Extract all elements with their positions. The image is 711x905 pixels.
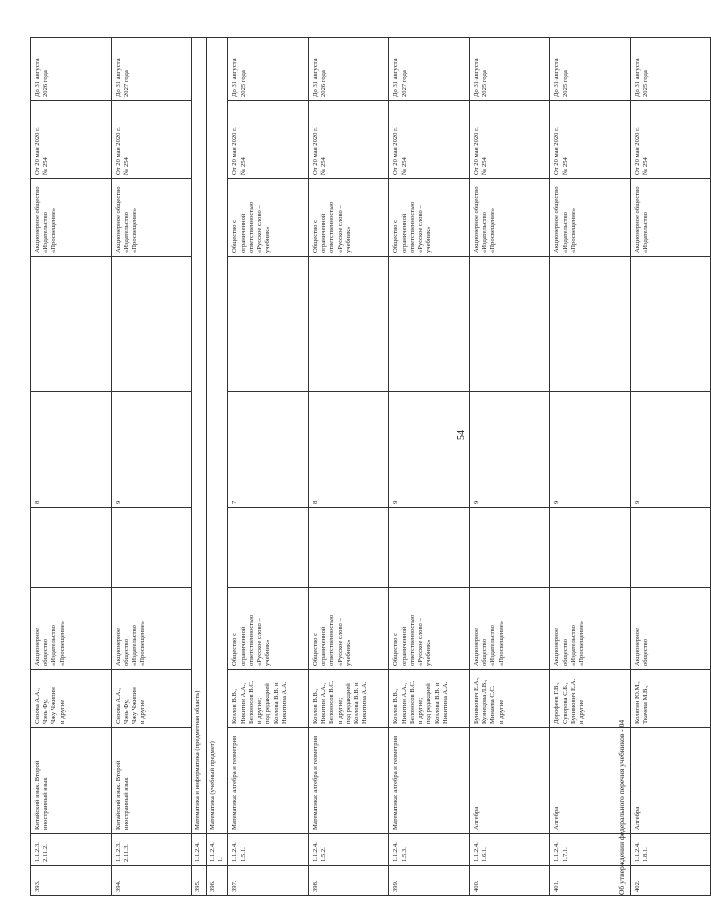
row-manufacturer: Акционерное общество «Издательство «Просвещение» bbox=[111, 179, 192, 257]
row-code: 1.1.2.4. 1.5.3. bbox=[389, 834, 470, 866]
row-term: До 31 августа 2026 года bbox=[308, 38, 389, 101]
row-empty bbox=[308, 508, 389, 588]
table-row bbox=[31, 38, 112, 896]
row-legal bbox=[111, 257, 192, 392]
row-manufacturer: Акционерное общество «Издательство «Просвещение» bbox=[550, 179, 631, 257]
row-term: До 31 августа 2025 года bbox=[630, 38, 711, 101]
row-code: 1.1.2.4. 1.5.1. bbox=[228, 834, 309, 866]
row-empty bbox=[111, 508, 192, 588]
row-empty bbox=[228, 508, 309, 588]
row-publisher: Акционерное общество «Издательство «Просвещение» bbox=[31, 588, 112, 670]
row-authors: Козлов В.В., Никитин А.А., Белоносов В.С. и другие; под редакцией Козлова В.В. и Никитина А.А. bbox=[308, 670, 389, 728]
footer-note: Об утверждении федерального перечня учебников - 04 bbox=[617, 719, 626, 895]
row-authors: Козлов В.В., Никитин А.А., Белоносов В.С. и другие; под редакцией Козлова В.В. и Никитина А.А. bbox=[228, 670, 309, 728]
row-grade: 8 bbox=[308, 392, 389, 508]
row-number: 399. bbox=[389, 866, 470, 896]
row-legal bbox=[550, 257, 631, 392]
textbook-list-table bbox=[30, 37, 711, 896]
row-number: 398. bbox=[308, 866, 389, 896]
row-authors: Бунимович Е.А., Кузнецова Л.В., Минаева С.С. и другие bbox=[469, 670, 550, 728]
row-authors: Козлов В.В., Никитин А.А., Белоносов В.С. и другие; под редакцией Козлова В.В. и Никитина А.А. bbox=[389, 670, 470, 728]
row-code: 1.1.2.4. 1.6.1. bbox=[469, 834, 550, 866]
row-empty bbox=[630, 508, 711, 588]
section-code: 1.1.2.4. bbox=[192, 834, 207, 866]
row-code: 1.1.2.3. 2.11.3. bbox=[111, 834, 192, 866]
row-term: До 31 августа 2027 года bbox=[389, 38, 470, 101]
row-order: От 20 мая 2020 г. № 254 bbox=[111, 101, 192, 179]
row-publisher: Акционерное общество «Издательство «Просвещение» bbox=[550, 588, 631, 670]
row-legal bbox=[31, 257, 112, 392]
row-publisher: Акционерное общество bbox=[630, 588, 711, 670]
row-manufacturer: Общество с ограниченной ответственностью «Русское слово – учебник» bbox=[389, 179, 470, 257]
row-publisher: Общество с ограниченной ответственностью «Русское слово – учебник» bbox=[228, 588, 309, 670]
section-code: 1.1.2.4. 1. bbox=[207, 834, 228, 866]
section-row bbox=[192, 38, 207, 896]
row-authors: Дорофеев Г.В., Суворова С.Б., Бунимович Е.А. и другие bbox=[550, 670, 631, 728]
row-number: 400. bbox=[469, 866, 550, 896]
row-number: 397. bbox=[228, 866, 309, 896]
row-order: От 20 мая 2020 г. № 254 bbox=[550, 101, 631, 179]
table-row bbox=[469, 38, 550, 896]
row-empty bbox=[550, 508, 631, 588]
table-row bbox=[389, 38, 470, 896]
table-row bbox=[630, 38, 711, 896]
row-empty bbox=[469, 508, 550, 588]
section-number: 395. bbox=[192, 866, 207, 896]
row-legal bbox=[389, 257, 470, 392]
table-row bbox=[228, 38, 309, 896]
row-subject: Китайский язык. Второй иностранный язык bbox=[111, 728, 192, 834]
row-subject: Алгебра bbox=[469, 728, 550, 834]
row-code: 1.1.2.4. 1.5.2. bbox=[308, 834, 389, 866]
row-legal bbox=[228, 257, 309, 392]
row-term: До 31 августа 2025 года bbox=[550, 38, 631, 101]
row-subject: Алгебра bbox=[550, 728, 631, 834]
section-row bbox=[207, 38, 228, 896]
row-subject: Математика: алгебра и геометрия bbox=[308, 728, 389, 834]
row-code: 1.1.2.4. 1.8.1. bbox=[630, 834, 711, 866]
row-manufacturer: Акционерное общество «Издательство bbox=[630, 179, 711, 257]
row-grade: 9 bbox=[469, 392, 550, 508]
row-number: 393. bbox=[31, 866, 112, 896]
row-grade: 8 bbox=[31, 392, 112, 508]
row-authors: Сизова А.А., Чэнь Фу, Чжу Чжипин и другие bbox=[31, 670, 112, 728]
row-order: От 20 мая 2020 г. № 254 bbox=[228, 101, 309, 179]
row-legal bbox=[469, 257, 550, 392]
row-code: 1.1.2.4. 1.7.1. bbox=[550, 834, 631, 866]
row-code: 1.1.2.3. 2.11.2. bbox=[31, 834, 112, 866]
row-publisher: Общество с ограниченной ответственностью «Русское слово – учебник» bbox=[308, 588, 389, 670]
row-subject: Математика: алгебра и геометрия bbox=[228, 728, 309, 834]
row-number: 394. bbox=[111, 866, 192, 896]
row-empty bbox=[31, 508, 112, 588]
row-publisher: Акционерное общество «Издательство «Просвещение» bbox=[469, 588, 550, 670]
row-term: До 31 августа 2026 года bbox=[31, 38, 112, 101]
row-subject: Алгебра bbox=[630, 728, 711, 834]
row-empty bbox=[389, 508, 470, 588]
row-manufacturer: Общество с ограниченной ответственностью «Русское слово – учебник» bbox=[228, 179, 309, 257]
row-term: До 31 августа 2025 года bbox=[469, 38, 550, 101]
row-manufacturer: Акционерное общество «Издательство «Просвещение» bbox=[31, 179, 112, 257]
row-publisher: Акционерное общество «Издательство «Просвещение» bbox=[111, 588, 192, 670]
row-number: 402. bbox=[630, 866, 711, 896]
row-order: От 20 мая 2020 г. № 254 bbox=[389, 101, 470, 179]
row-term: До 31 августа 2027 года bbox=[111, 38, 192, 101]
section-number: 396. bbox=[207, 866, 228, 896]
row-number: 401. bbox=[550, 866, 631, 896]
row-grade: 7 bbox=[228, 392, 309, 508]
table-row bbox=[308, 38, 389, 896]
row-authors: Колягин Ю.М., Ткачева М.В., bbox=[630, 670, 711, 728]
section-title: Математика (учебный предмет) bbox=[207, 38, 228, 834]
row-subject: Китайский язык. Второй иностранный язык bbox=[31, 728, 112, 834]
row-grade: 9 bbox=[630, 392, 711, 508]
row-legal bbox=[308, 257, 389, 392]
row-order: От 20 мая 2020 г. № 254 bbox=[31, 101, 112, 179]
row-authors: Сизова А.А., Чэнь Фу, Чжу Чжипин и другие bbox=[111, 670, 192, 728]
row-term: До 31 августа 2025 года bbox=[228, 38, 309, 101]
section-title: Математика и информатика (предметная область) bbox=[192, 38, 207, 834]
table-row bbox=[111, 38, 192, 896]
row-manufacturer: Акционерное общество «Издательство «Просвещение» bbox=[469, 179, 550, 257]
row-grade: 9 bbox=[389, 392, 470, 508]
page-number: 54 bbox=[456, 430, 467, 440]
row-order: От 20 мая 2020 г. № 254 bbox=[630, 101, 711, 179]
row-order: От 20 мая 2020 г. № 254 bbox=[308, 101, 389, 179]
row-legal bbox=[630, 257, 711, 392]
row-grade: 9 bbox=[550, 392, 631, 508]
row-publisher: Общество с ограниченной ответственностью «Русское слово – учебник» bbox=[389, 588, 470, 670]
row-order: От 20 мая 2020 г. № 254 bbox=[469, 101, 550, 179]
row-subject: Математика: алгебра и геометрия bbox=[389, 728, 470, 834]
row-grade: 9 bbox=[111, 392, 192, 508]
row-manufacturer: Общество с ограниченной ответственностью «Русское слово – учебник» bbox=[308, 179, 389, 257]
